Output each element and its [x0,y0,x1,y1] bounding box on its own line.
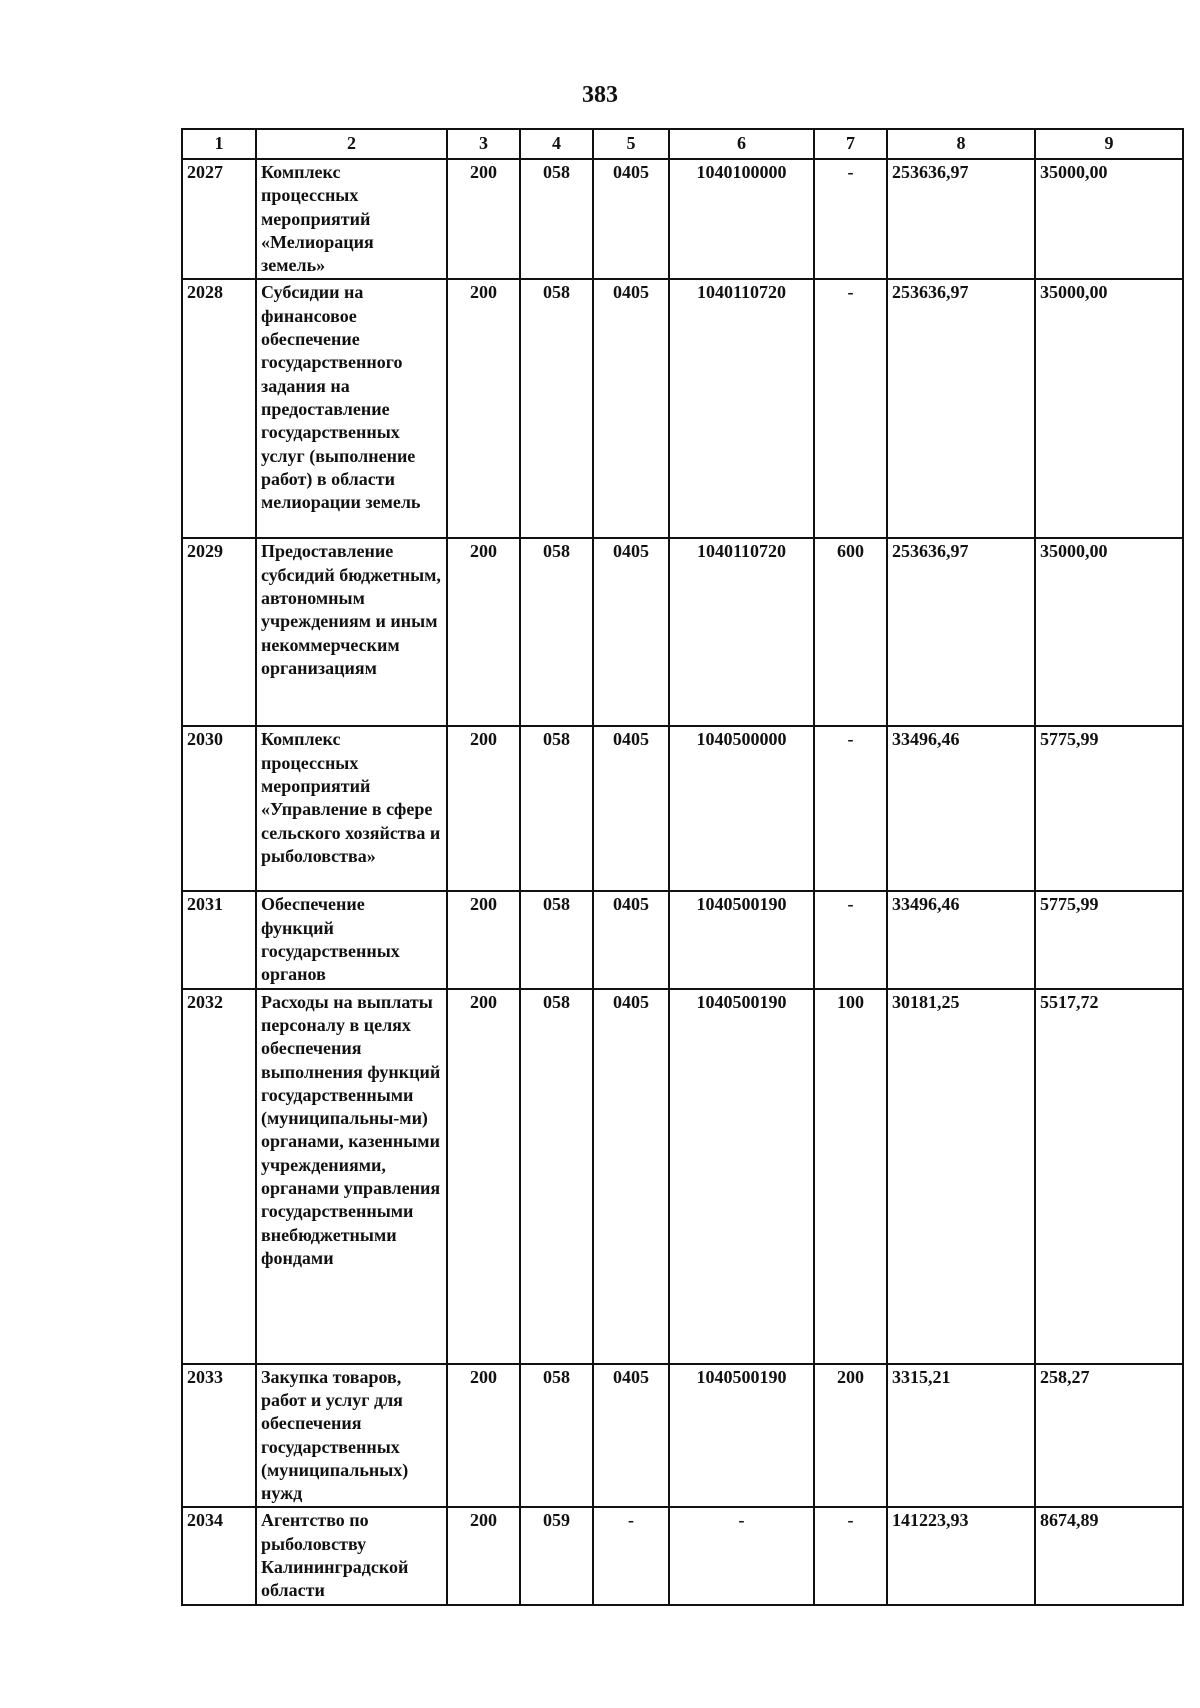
table-row [182,279,1183,538]
column-header: 3 [447,129,520,159]
cell-col8: 3315,21 [887,1364,1035,1508]
row-description: Расходы на выплаты персоналу в целях обеспечения выполнения функций государственными (муниципальны-ми) органами, казенными учреждениями, органами управления государственными внебюджетными фондами [256,989,447,1364]
cell-col3: 200 [447,279,520,538]
cell-col8: 253636,97 [887,279,1035,538]
cell-col5: 0405 [593,726,669,891]
cell-col5: 0405 [593,1364,669,1508]
cell-col3: 200 [447,989,520,1364]
column-header: 8 [887,129,1035,159]
cell-col7: 600 [814,538,887,726]
column-header: 4 [520,129,593,159]
cell-col4: 058 [520,891,593,988]
cell-col7: - [814,159,887,279]
cell-col8: 141223,93 [887,1507,1035,1604]
table-row [182,1507,1183,1604]
cell-col3: 200 [447,1364,520,1508]
cell-col5: 0405 [593,159,669,279]
cell-col5: - [593,1507,669,1604]
row-description: Предоставление субсидий бюджетным, автономным учреждениям и иным некоммерческим организациям [256,538,447,726]
cell-col4: 058 [520,159,593,279]
cell-col9: 8674,89 [1035,1507,1183,1604]
row-number: 2030 [182,726,256,891]
column-header: 9 [1035,129,1183,159]
cell-col7: 200 [814,1364,887,1508]
column-header: 1 [182,129,256,159]
column-header: 5 [593,129,669,159]
page-number: 383 [582,82,618,108]
cell-col6: - [669,1507,814,1604]
cell-col5: 0405 [593,279,669,538]
budget-table [181,128,1184,1606]
cell-col5: 0405 [593,989,669,1364]
table-row [182,538,1183,726]
cell-col5: 0405 [593,891,669,988]
table-row [182,891,1183,988]
cell-col7: - [814,1507,887,1604]
cell-col8: 33496,46 [887,726,1035,891]
cell-col3: 200 [447,538,520,726]
cell-col6: 1040500000 [669,726,814,891]
cell-col7: 100 [814,989,887,1364]
row-number: 2029 [182,538,256,726]
cell-col3: 200 [447,891,520,988]
cell-col4: 058 [520,1364,593,1508]
cell-col9: 35000,00 [1035,538,1183,726]
cell-col3: 200 [447,726,520,891]
table-row [182,989,1183,1364]
cell-col9: 35000,00 [1035,279,1183,538]
cell-col8: 253636,97 [887,159,1035,279]
cell-col9: 5775,99 [1035,726,1183,891]
row-number: 2031 [182,891,256,988]
row-number: 2034 [182,1507,256,1604]
cell-col8: 253636,97 [887,538,1035,726]
header-row [182,129,1183,159]
table-row [182,159,1183,279]
cell-col6: 1040110720 [669,279,814,538]
cell-col9: 35000,00 [1035,159,1183,279]
row-description: Агентство по рыболовству Калининградской области [256,1507,447,1604]
cell-col4: 059 [520,1507,593,1604]
cell-col6: 1040500190 [669,989,814,1364]
cell-col8: 30181,25 [887,989,1035,1364]
table-row [182,726,1183,891]
cell-col7: - [814,726,887,891]
cell-col7: - [814,279,887,538]
table-row [182,1364,1183,1508]
cell-col4: 058 [520,989,593,1364]
cell-col6: 1040500190 [669,891,814,988]
row-number: 2033 [182,1364,256,1508]
cell-col5: 0405 [593,538,669,726]
cell-col4: 058 [520,538,593,726]
cell-col9: 5517,72 [1035,989,1183,1364]
row-description: Обеспечение функций государственных органов [256,891,447,988]
cell-col7: - [814,891,887,988]
cell-col4: 058 [520,279,593,538]
column-header: 2 [256,129,447,159]
column-header: 6 [669,129,814,159]
row-number: 2028 [182,279,256,538]
row-description: Закупка товаров, работ и услуг для обеспечения государственных (муниципальных) нужд [256,1364,447,1508]
cell-col9: 258,27 [1035,1364,1183,1508]
cell-col6: 1040100000 [669,159,814,279]
cell-col3: 200 [447,1507,520,1604]
cell-col4: 058 [520,726,593,891]
column-header: 7 [814,129,887,159]
row-description: Комплекс процессных мероприятий «Мелиорация земель» [256,159,447,279]
cell-col6: 1040110720 [669,538,814,726]
cell-col3: 200 [447,159,520,279]
cell-col6: 1040500190 [669,1364,814,1508]
cell-col8: 33496,46 [887,891,1035,988]
row-description: Комплекс процессных мероприятий «Управление в сфере сельского хозяйства и рыболовства» [256,726,447,891]
row-description: Субсидии на финансовое обеспечение государственного задания на предоставление государственных услуг (выполнение работ) в области мелиорации земель [256,279,447,538]
row-number: 2032 [182,989,256,1364]
cell-col9: 5775,99 [1035,891,1183,988]
row-number: 2027 [182,159,256,279]
